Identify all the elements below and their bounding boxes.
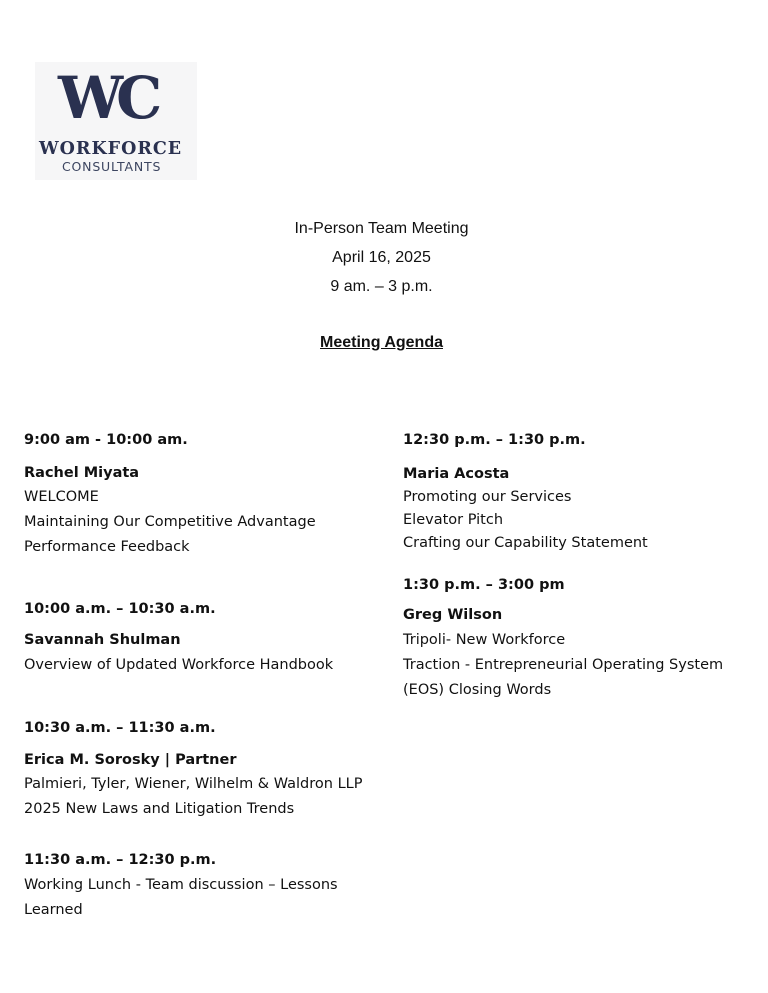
company-logo [35, 62, 197, 180]
session-speaker: Greg Wilson [403, 607, 503, 623]
session-topic: Traction - Entrepreneurial Operating System [403, 657, 724, 673]
logo-line-consultants: CONSULTANTS [62, 159, 162, 174]
session-topic: Learned [24, 902, 83, 918]
session-topic: Performance Feedback [24, 539, 190, 555]
session-time: 11:30 a.m. – 12:30 p.m. [24, 852, 217, 868]
logo-initials: WC [58, 64, 156, 132]
session-speaker: Savannah Shulman [24, 632, 181, 648]
session-time: 10:30 a.m. – 11:30 a.m. [24, 720, 216, 736]
session-speaker: Maria Acosta [403, 466, 510, 482]
session-topic: Crafting our Capability Statement [403, 535, 648, 551]
session-topic: Promoting our Services [403, 489, 572, 505]
session-topic: (EOS) Closing Words [403, 682, 552, 698]
session-topic: Maintaining Our Competitive Advantage [24, 514, 316, 530]
agenda-session [403, 432, 753, 562]
session-topic: Tripoli- New Workforce [403, 632, 566, 648]
logo-graphic [35, 62, 197, 180]
session-topic: 2025 New Laws and Litigation Trends [24, 801, 295, 817]
meeting-title: In-Person Team Meeting [294, 220, 469, 237]
agenda-session [24, 601, 384, 681]
agenda-session [24, 720, 394, 830]
agenda-session [24, 432, 384, 562]
meeting-time: 9 am. – 3 p.m. [330, 278, 433, 295]
session-time: 10:00 a.m. – 10:30 a.m. [24, 601, 216, 617]
agenda-session [24, 852, 384, 932]
session-time: 12:30 p.m. – 1:30 p.m. [403, 432, 586, 448]
agenda-title: Meeting Agenda [320, 334, 443, 351]
session-topic: WELCOME [24, 489, 99, 505]
session-topic: Palmieri, Tyler, Wiener, Wilhelm & Waldron LLP [24, 776, 363, 792]
session-topic: Elevator Pitch [403, 512, 504, 528]
session-speaker: Rachel Miyata [24, 465, 140, 481]
session-time: 1:30 p.m. – 3:00 pm [403, 577, 565, 593]
session-topic: Overview of Updated Workforce Handbook [24, 657, 334, 673]
session-time: 9:00 am - 10:00 am. [24, 432, 188, 448]
meeting-date: April 16, 2025 [332, 249, 431, 266]
session-speaker: Erica M. Sorosky | Partner [24, 752, 237, 768]
agenda-session [403, 577, 758, 707]
logo-line-workforce: WORKFORCE [39, 139, 183, 159]
session-topic: Working Lunch - Team discussion – Lessons [24, 877, 338, 893]
